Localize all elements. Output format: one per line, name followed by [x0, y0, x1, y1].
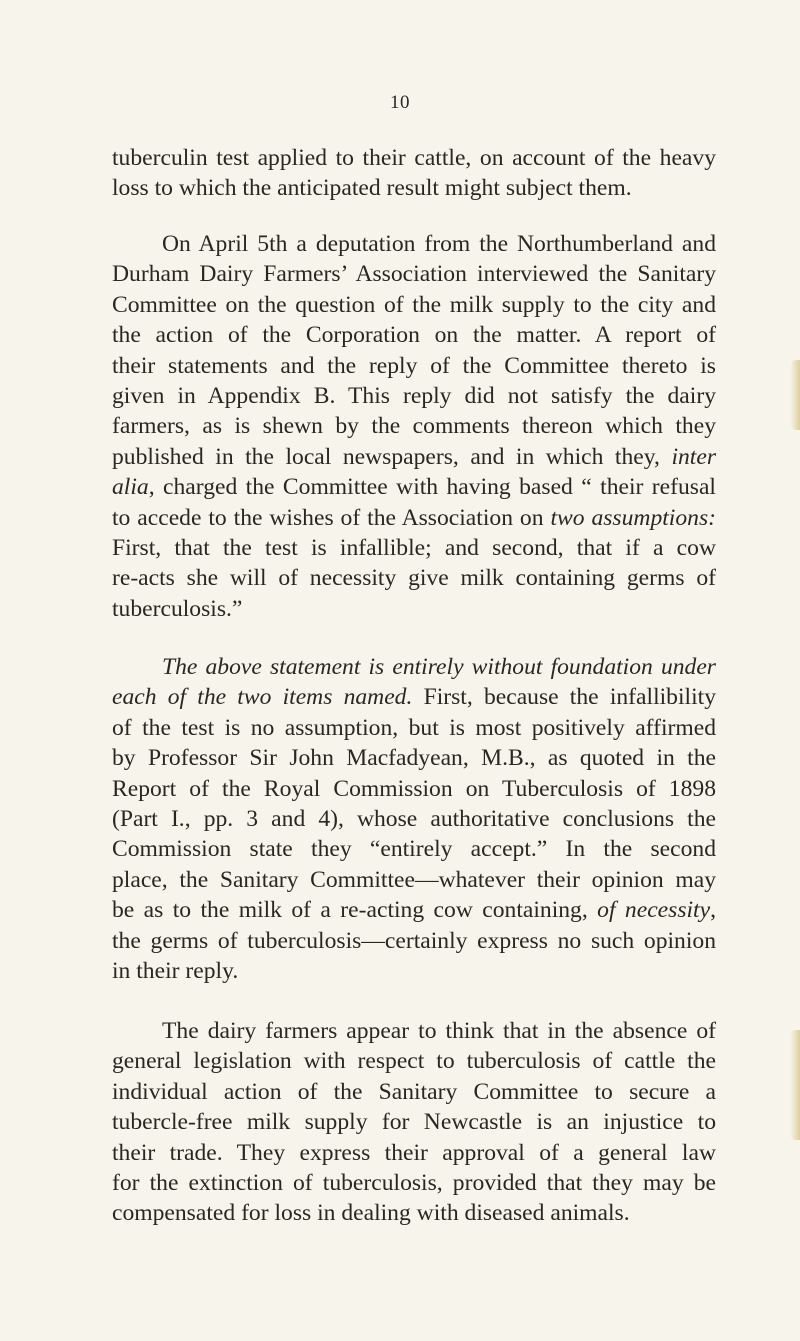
text-line: The above statement is entirely without foundation under [162, 654, 716, 680]
text-line: tuberculosis.” [112, 595, 243, 622]
text-line: by Professor Sir John Macfadyean, M.B., as quoted in the [112, 745, 716, 772]
text-line: their trade. They express their approval of a general law [112, 1139, 716, 1166]
text-line: (Part I., pp. 3 and 4), whose authoritative conclusions the [112, 806, 716, 833]
text-line: their statements and the reply of the Committee thereto is [112, 352, 716, 379]
text-line: loss to which the anticipated result might subject them. [112, 175, 632, 202]
text-line: in their reply. [112, 958, 239, 985]
text-line: individual action of the Sanitary Committee to secure a [112, 1078, 716, 1105]
text-line: to accede to the wishes of the Association on two assumptions: [112, 504, 716, 531]
text-line: be as to the milk of a re-acting cow containing, of necessity, [112, 897, 716, 924]
text-line: tuberculin test applied to their cattle, on account of the heavy [112, 145, 716, 171]
text-line: the action of the Corporation on the matter. A report of [112, 322, 716, 349]
text-line: On April 5th a deputation from the Northumberland and [162, 231, 716, 257]
paper-stain [790, 360, 800, 430]
paragraph-3 [112, 652, 716, 986]
text-line: farmers, as is shewn by the comments thereon which they [112, 413, 716, 440]
text-line: compensated for loss in dealing with diseased animals. [112, 1200, 630, 1227]
text-line: the germs of tuberculosis—certainly express no such opinion [112, 927, 716, 954]
text-line: place, the Sanitary Committee—whatever their opinion may [112, 866, 716, 893]
text-line: re-acts she will of necessity give milk containing germs of [112, 565, 716, 592]
text-line: First, that the test is infallible; and second, that if a cow [112, 535, 716, 562]
text-line: published in the local newspapers, and in which they, inter [112, 443, 716, 470]
paragraph-1 [112, 143, 716, 204]
text-line: alia, charged the Committee with having based “ their refusal [112, 474, 716, 501]
text-line: Committee on the question of the milk supply to the city and [112, 291, 716, 318]
text-line: for the extinction of tuberculosis, provided that they may be [112, 1170, 716, 1197]
page-number: 10 [390, 92, 410, 113]
text-line: Durham Dairy Farmers’ Association interviewed the Sanitary [112, 261, 716, 288]
text-line: given in Appendix B. This reply did not satisfy the dairy [112, 383, 716, 410]
paragraph-2 [112, 229, 716, 624]
paragraph-4 [112, 1016, 716, 1229]
paper-stain [790, 1030, 800, 1140]
text-line: tubercle-free milk supply for Newcastle is an injustice to [112, 1109, 716, 1136]
text-line: Commission state they “entirely accept.” In the second [112, 836, 716, 863]
text-line: general legislation with respect to tuberculosis of cattle the [112, 1048, 716, 1075]
text-line: of the test is no assumption, but is most positively affirmed [112, 714, 716, 741]
text-line: The dairy farmers appear to think that in the absence of [162, 1018, 716, 1044]
text-line: Report of the Royal Commission on Tuberculosis of 1898 [112, 775, 716, 802]
text-line: each of the two items named. First, because the infallibility [112, 684, 716, 711]
